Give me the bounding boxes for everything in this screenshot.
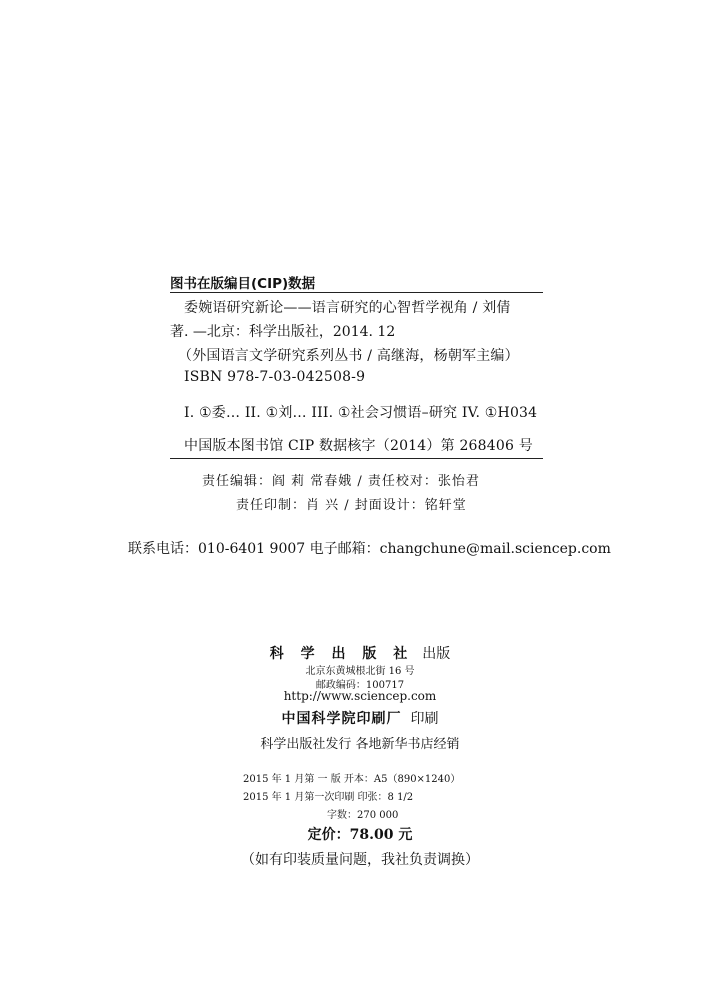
cip-heading: 图书在版编目(CIP)数据 bbox=[170, 276, 316, 292]
cip-bottom-rule bbox=[170, 458, 543, 459]
printer-block bbox=[0, 708, 720, 728]
price: 定价：78.00 元 bbox=[307, 827, 413, 843]
printer-role: 印刷 bbox=[410, 711, 439, 727]
staff-editors-line: 责任编辑：阎 莉 常春娥 / 责任校对：张怡君 bbox=[202, 474, 480, 489]
cip-series-line: （外国语言文学研究系列丛书 / 高继海，杨朝军主编） bbox=[178, 348, 519, 364]
cip-classification-line: I. ①委… II. ①刘… III. ①社会习惯语–研究 IV. ①H034 bbox=[184, 405, 538, 421]
cip-author-publisher-line: 著. —北京：科学出版社，2014. 12 bbox=[170, 324, 396, 340]
edition-line: 2015 年 1 月第 一 版 开本：A5（890×1240） bbox=[243, 774, 461, 785]
printing-line: 2015 年 1 月第一次印刷 印张：8 1/2 bbox=[243, 792, 414, 803]
cip-top-rule bbox=[170, 292, 543, 293]
staff-printing-design-line: 责任印制：肖 兴 / 封面设计：铭轩堂 bbox=[236, 498, 467, 513]
contact-info: 联系电话：010-6401 9007 电子邮箱：changchune@mail.sciencep.com bbox=[128, 541, 611, 557]
publisher-block bbox=[0, 643, 720, 663]
publisher-url: http://www.sciencep.com bbox=[283, 689, 437, 703]
distribution-line: 科学出版社发行 各地新华书店经销 bbox=[260, 737, 460, 752]
printer-name: 中国科学院印刷厂 bbox=[281, 711, 402, 727]
cip-record-number: 中国版本图书馆 CIP 数据核字（2014）第 268406 号 bbox=[184, 438, 533, 454]
publisher-address: 北京东黄城根北街 16 号 bbox=[305, 666, 415, 677]
publisher-role: 出版 bbox=[422, 646, 451, 662]
word-count: 字数：270 000 bbox=[327, 810, 399, 821]
publisher-postcode: 邮政编码：100717 bbox=[315, 680, 405, 691]
cip-isbn-line: ISBN 978-7-03-042508-9 bbox=[184, 369, 366, 385]
quality-notice: （如有印装质量问题，我社负责调换） bbox=[241, 852, 479, 868]
cip-title-line: 委婉语研究新论——语言研究的心智哲学视角 / 刘倩 bbox=[184, 300, 511, 316]
publisher-name: 科 学 出 版 社 bbox=[269, 646, 414, 662]
